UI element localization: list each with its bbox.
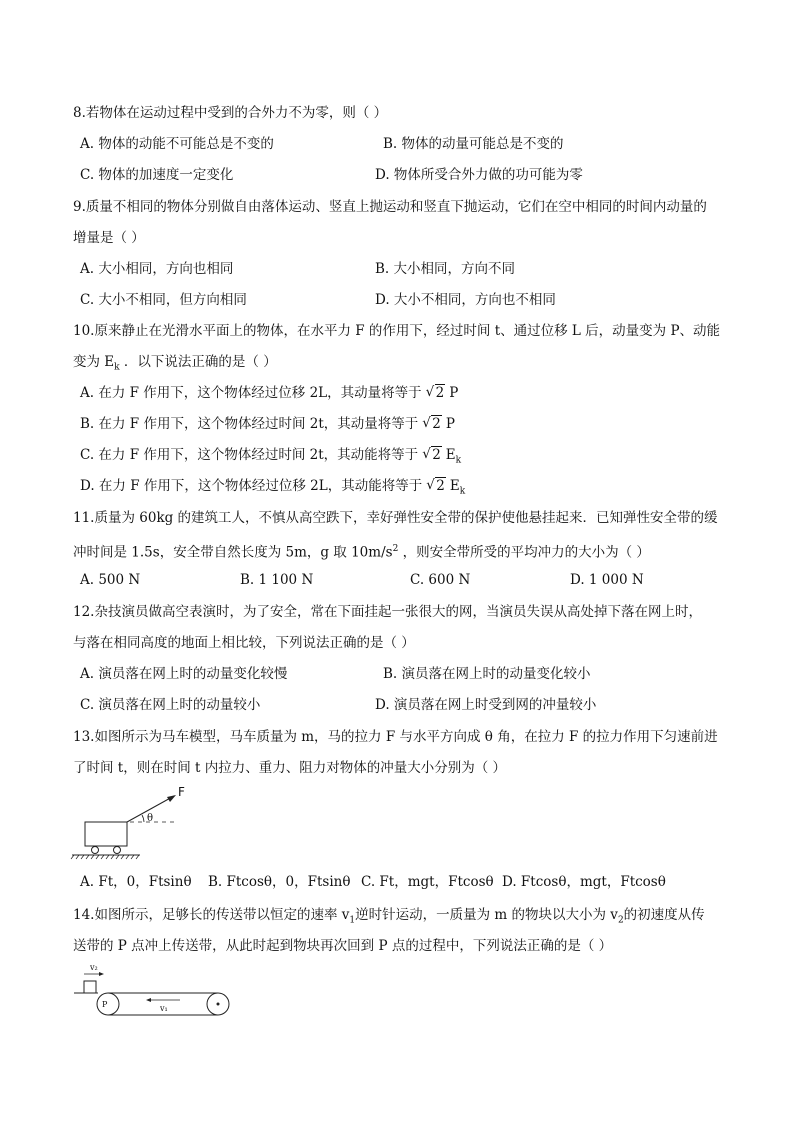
force-arrow-head bbox=[167, 795, 176, 802]
carriage-wheel-left bbox=[92, 847, 99, 854]
q10-c-text: C. 在力 F 作用下，这个物体经过时间 2t，其动能将等于 bbox=[80, 447, 419, 463]
q10-a-text: A. 在力 F 作用下，这个物体经过位移 2L，其动量将等于 bbox=[80, 385, 422, 401]
carriage-figure bbox=[70, 782, 190, 866]
q10-stem-text-a: 变为 E bbox=[73, 354, 115, 370]
q13-option-c: C. Ft，mgt，Ftcosθ bbox=[361, 874, 494, 890]
q10-option-a bbox=[80, 384, 458, 402]
q10-c-post: E bbox=[445, 447, 456, 463]
pulley-left bbox=[97, 993, 119, 1015]
q8-option-b: B. 物体的动量可能总是不变的 bbox=[383, 136, 564, 152]
sqrt-radicand: 2 bbox=[435, 385, 445, 401]
q11-option-d: D. 1 000 N bbox=[570, 572, 644, 588]
q10-option-b bbox=[80, 415, 455, 433]
v1-label: v₁ bbox=[160, 1004, 168, 1013]
carriage-wheel-right bbox=[114, 847, 121, 854]
q14-stem-text-a: 14.如图所示，足够长的传送带以恒定的速率 v bbox=[73, 907, 350, 923]
ground-hatching bbox=[71, 855, 139, 859]
q11-stem-text-a: 冲时间是 1.5s，安全带自然长度为 5m，g 取 10m/s bbox=[73, 544, 393, 561]
q10-stem-line1: 10.原来静止在光滑水平面上的物体，在水平力 F 的作用下，经过时间 t、通过位移 L 后，动量变为 P、动能 bbox=[73, 323, 721, 339]
q10-d-post: E bbox=[449, 478, 460, 494]
sqrt-radicand: 2 bbox=[436, 478, 445, 494]
q11-stem-text-b: ，则安全带所受的平均冲力的大小为（ ） bbox=[398, 544, 650, 561]
q13-option-a: A. Ft，0，Ftsinθ bbox=[80, 874, 192, 890]
q14-stem-line2: 送带的 P 点冲上传送带，从此时起到物块再次回到 P 点的过程中，下列说法正确的是（ ） bbox=[73, 938, 613, 954]
q10-option-c bbox=[80, 446, 461, 470]
q13-option-d: D. Ftcosθ，mgt，Ftcosθ bbox=[502, 874, 666, 890]
q10-option-d bbox=[80, 477, 465, 501]
sqrt-two bbox=[422, 446, 442, 464]
q14-stem-sub-2: 2 bbox=[617, 915, 624, 926]
q12-option-a: A. 演员落在网上时的动量变化较慢 bbox=[80, 666, 288, 682]
sqrt-radicand: 2 bbox=[432, 416, 441, 432]
force-label: F bbox=[178, 785, 185, 799]
q11-option-b: B. 1 100 N bbox=[240, 572, 314, 588]
q10-b-post: P bbox=[445, 416, 455, 432]
q14-stem-text-b: 逆时针运动，一质量为 m 的物块以大小为 v bbox=[355, 907, 618, 923]
block bbox=[84, 981, 96, 993]
q13-option-b: B. Ftcosθ，0，Ftsinθ bbox=[208, 874, 351, 890]
carriage-box bbox=[85, 822, 127, 846]
q10-d-text: D. 在力 F 作用下，这个物体经过位移 2L，其动能将等于 bbox=[80, 478, 423, 494]
angle-arc bbox=[142, 815, 144, 822]
q9-option-a: A. 大小相同，方向也相同 bbox=[80, 261, 234, 277]
q11-option-c: C. 600 N bbox=[410, 572, 471, 588]
q9-stem-line2: 增量是（ ） bbox=[73, 230, 145, 246]
q11-option-a: A. 500 N bbox=[80, 572, 141, 588]
q11-stem-line2 bbox=[73, 540, 650, 562]
q8-option-d: D. 物体所受合外力做的功可能为零 bbox=[375, 167, 583, 183]
conveyor-figure bbox=[72, 960, 242, 1020]
q11-stem-sup: 2 bbox=[392, 544, 399, 554]
q12-stem-line1: 12.杂技演员做高空表演时，为了安全，常在下面挂起一张很大的网，当演员失误从高处掉下落在网上时， bbox=[73, 604, 702, 620]
q12-stem-line2: 与落在相同高度的地面上相比较，下列说法正确的是（ ） bbox=[73, 635, 415, 651]
v1-arrow-head bbox=[146, 998, 151, 1002]
sqrt-radicand: 2 bbox=[432, 447, 441, 463]
q10-c-sub-k: k bbox=[455, 455, 462, 466]
sqrt-two bbox=[422, 415, 442, 433]
q8-option-c: C. 物体的加速度一定变化 bbox=[80, 167, 234, 183]
sqrt-two bbox=[426, 384, 446, 402]
q10-stem-sub-k: k bbox=[114, 362, 120, 373]
q13-stem-line1: 13.如图所示为马车模型，马车质量为 m，马的拉力 F 与水平方向成 θ 角，在拉力 F 的拉力作用下匀速前进 bbox=[73, 729, 718, 745]
q9-option-d: D. 大小不相同，方向也不相同 bbox=[375, 292, 556, 308]
q11-stem-line1: 11.质量为 60kg 的建筑工人，不慎从高空跌下，幸好弹性安全带的保护使他悬挂起来．已知弹性安全带的缓 bbox=[73, 510, 718, 526]
q10-stem-line2 bbox=[73, 353, 277, 377]
q9-option-b: B. 大小相同，方向不同 bbox=[375, 261, 516, 277]
q10-b-text: B. 在力 F 作用下，这个物体经过时间 2t，其动量将等于 bbox=[80, 416, 419, 432]
q10-d-sub-k: k bbox=[459, 486, 466, 497]
v2-arrow-head bbox=[99, 972, 104, 976]
q12-option-c: C. 演员落在网上时的动量较小 bbox=[80, 697, 261, 713]
q13-stem-line2: 了时间 t，则在时间 t 内拉力、重力、阻力对物体的冲量大小分别为（ ） bbox=[73, 760, 507, 776]
point-p-label: P bbox=[102, 1000, 108, 1009]
q8-stem: 8.若物体在运动过程中受到的合外力不为零，则（ ） bbox=[73, 105, 388, 121]
q9-stem-line1: 9.质量不相同的物体分别做自由落体运动、竖直上抛运动和竖直下抛运动，它们在空中相同的时间内动量的 bbox=[73, 199, 707, 215]
q8-option-a: A. 物体的动能不可能总是不变的 bbox=[80, 136, 274, 152]
pulley-right-axle bbox=[217, 1003, 220, 1006]
v2-label: v₂ bbox=[90, 963, 98, 972]
q10-stem-text-b: ．以下说法正确的是（ ） bbox=[119, 354, 277, 370]
q14-stem-line1 bbox=[73, 906, 705, 930]
q10-a-post: P bbox=[449, 385, 459, 401]
q14-stem-sub-1: 1 bbox=[349, 915, 356, 926]
q14-stem-text-c: 的初速度从传 bbox=[623, 907, 705, 923]
angle-label: θ bbox=[147, 813, 154, 824]
q9-option-c: C. 大小不相同，但方向相同 bbox=[80, 292, 247, 308]
q12-option-d: D. 演员落在网上时受到网的冲量较小 bbox=[375, 697, 597, 713]
q12-option-b: B. 演员落在网上时的动量变化较小 bbox=[383, 666, 591, 682]
sqrt-two bbox=[426, 477, 446, 495]
